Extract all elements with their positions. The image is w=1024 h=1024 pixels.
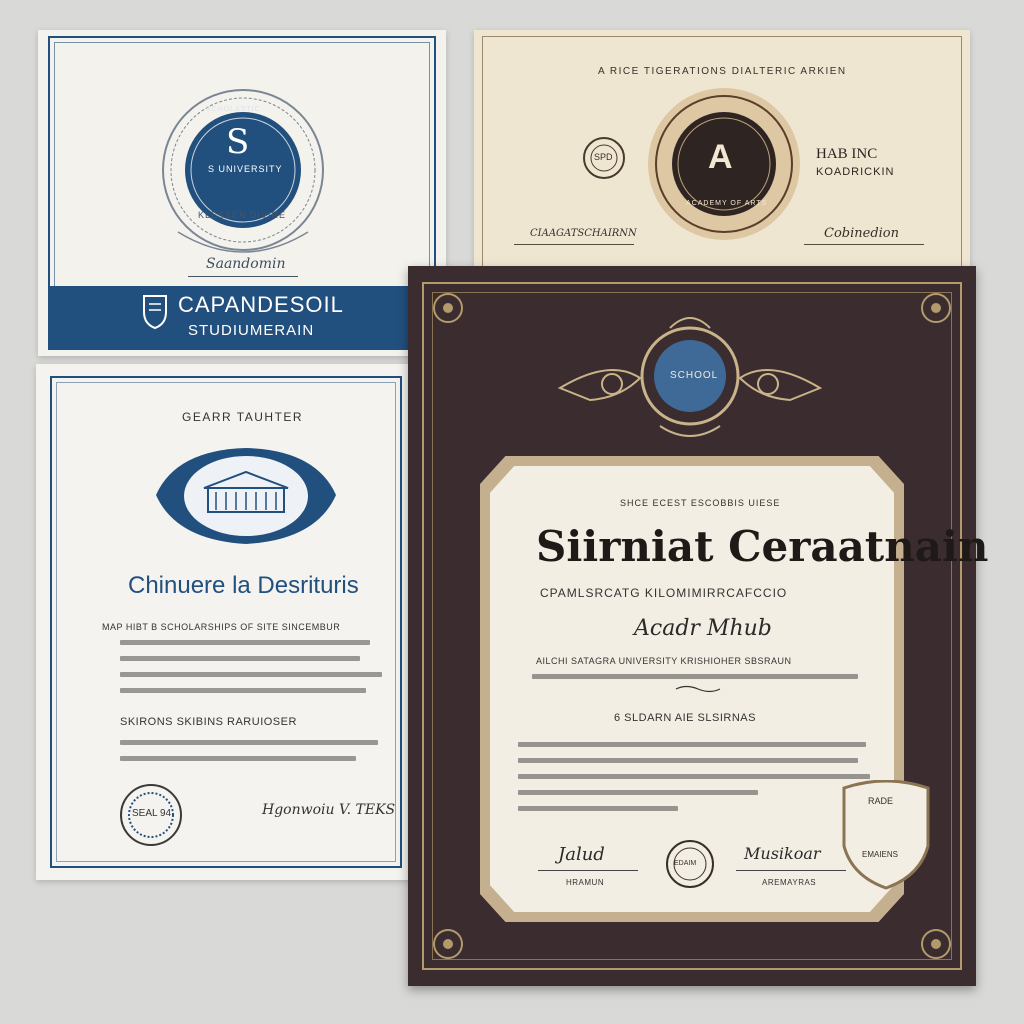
academy-seal-letter: A xyxy=(708,138,733,176)
certificate-card-cream xyxy=(474,30,970,270)
banner-title: CAPANDESOIL xyxy=(178,292,344,317)
white-section-label: SKIRONS SKIBINS RARUIOSER xyxy=(120,716,297,728)
white-signature: Hgonwoiu V. TEKS xyxy=(262,802,396,818)
seal-center-text: S UNIVERSITY xyxy=(208,164,283,174)
certificate-card-white xyxy=(36,364,416,880)
crest-label: SCHOOL xyxy=(670,370,719,381)
badge-text: EMAIENS xyxy=(862,850,899,859)
dark-center-seal-label: EDAIM xyxy=(674,860,697,867)
cream-right-line-1: HAB INC xyxy=(816,146,878,162)
corner-ornament-bottom-right xyxy=(914,922,958,966)
seal-bottom-text: KLESSEN DIVIRE xyxy=(198,210,287,220)
academy-seal-ring-text: ACADEMY OF ARTS xyxy=(686,200,768,207)
banner-subtitle: STUDIUMERAIN xyxy=(188,322,315,339)
certificate-frame-dark xyxy=(408,266,989,986)
flourish-divider xyxy=(674,684,722,694)
dark-paragraph-line xyxy=(532,674,858,679)
dark-section-label: 6 SLDARN AIE SLSIRNAS xyxy=(614,712,756,724)
seal-top-text: SCHOLASTIC xyxy=(206,106,261,113)
cream-left-signature: CIAAGATSCHAIRNN xyxy=(530,228,637,239)
cream-right-signature: Cobinedion xyxy=(824,226,899,241)
certificate-card-blue xyxy=(38,30,446,356)
signature: Saandomin xyxy=(206,256,286,272)
white-header: GEARR TAUHTER xyxy=(182,410,304,424)
dark-title: Siirniat Ceraatnain xyxy=(536,522,989,571)
dark-left-signature: Jalud xyxy=(558,844,605,865)
dark-right-signature: Musikoar xyxy=(744,844,821,863)
corner-ornament-bottom-left xyxy=(426,922,470,966)
dark-left-signature-label: HRAMUN xyxy=(566,878,605,887)
cream-header: A RICE TIGERATIONS DIALTERIC ARKIEN xyxy=(598,66,847,77)
dark-header: SHCE ECEST ESCOBBIS UIESE xyxy=(620,498,781,508)
corner-ornament-top-right xyxy=(914,286,958,330)
white-seal-text: SEAL 94 xyxy=(132,808,172,819)
cream-right-line-2: KOADRICKIN xyxy=(816,166,895,178)
building-crest xyxy=(146,440,346,550)
small-seal-text: SPD xyxy=(594,152,613,162)
corner-ornament-top-left xyxy=(426,286,470,330)
recipient-name: Acadr Mhub xyxy=(634,616,772,641)
white-paragraph-first-line: MAP HIBT B SCHOLARSHIPS OF SITE SINCEMBUR xyxy=(102,622,341,632)
dark-paragraph-first-line: AILCHI SATAGRA UNIVERSITY KRISHIOHER SBSRAUN xyxy=(536,656,792,666)
seal-letter: S xyxy=(226,122,250,162)
dark-right-signature-label: AREMAYRAS xyxy=(762,878,817,887)
white-title: Chinuere la Desrituris xyxy=(128,572,359,599)
shield-icon xyxy=(142,294,168,330)
dark-subtitle: CPAMLSRCATG KILOMIMIRRCAFCCIO xyxy=(540,586,788,600)
badge-label: RADE xyxy=(868,796,894,806)
